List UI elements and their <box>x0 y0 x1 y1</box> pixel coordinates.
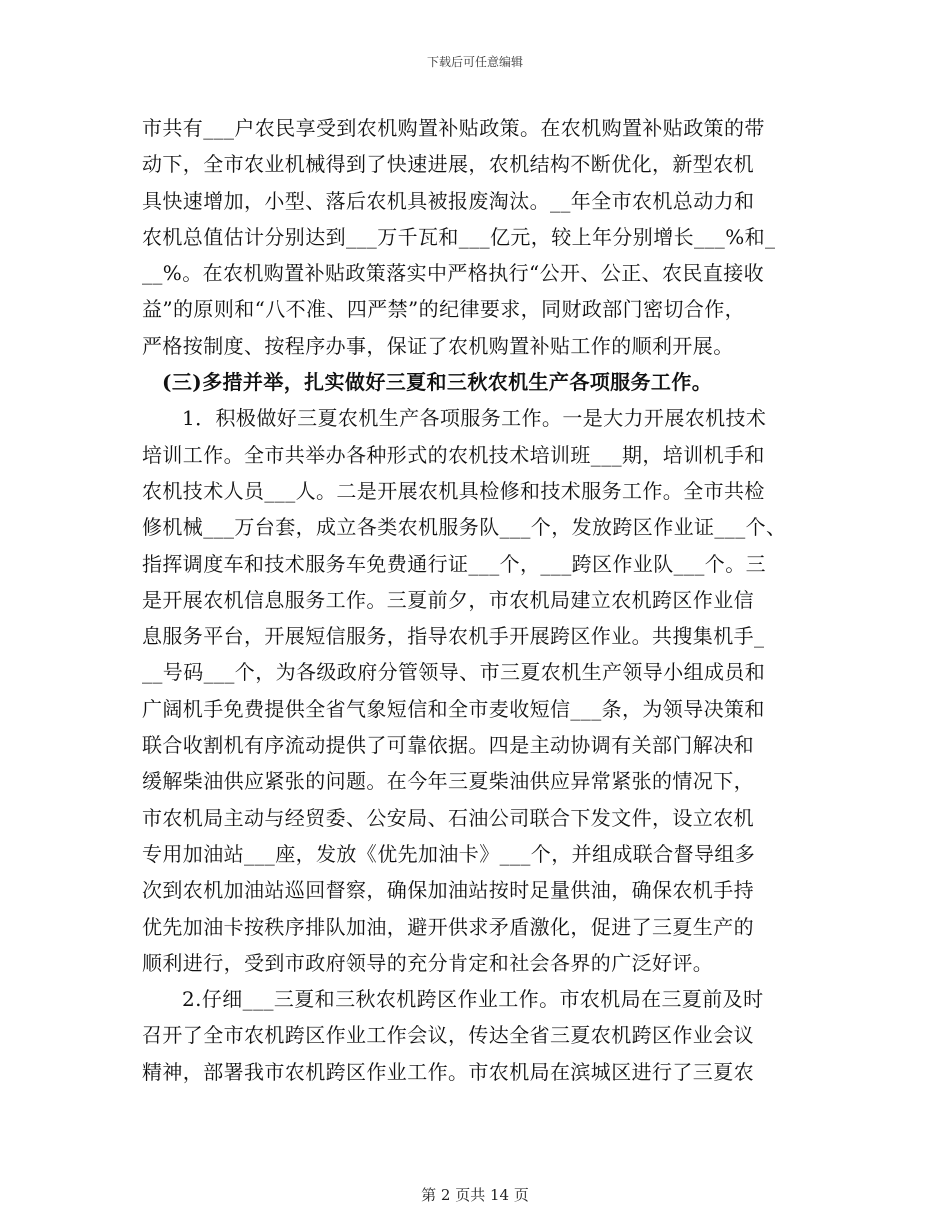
body-text-line: 修机械___万台套，成立各类农机服务队___个，发放跨区作业证___个、 <box>142 515 787 540</box>
body-text-line: 是开展农机信息服务工作。三夏前夕，市农机局建立农机跨区作业信 <box>142 587 754 612</box>
body-text-line: 召开了全市农机跨区作业工作会议，传达全省三夏农机跨区作业会议 <box>142 1023 754 1048</box>
body-text-line: 次到农机加油站巡回督察，确保加油站按时足量供油，确保农机手持 <box>142 878 754 903</box>
body-text-line: __号码___个，为各级政府分管领导、市三夏农机生产领导小组成员和 <box>142 660 766 685</box>
body-text-line: 市共有___户农民享受到农机购置补贴政策。在农机购置补贴政策的带 <box>142 116 765 140</box>
page-header: 下载后可任意编辑 <box>426 55 523 69</box>
page-number: 第 2 页共 14 页 <box>421 1186 529 1204</box>
body-text-line: 广阔机手免费提供全省气象短信和全市麦收短信___条，为领导决策和 <box>142 696 765 721</box>
body-text-line: 农机总值估计分别达到___万千瓦和___亿元，较上年分别增长___%和_ <box>142 224 776 249</box>
body-text-line: 息服务平台，开展短信服务，指导农机手开展跨区作业。共搜集机手_ <box>142 624 765 649</box>
body-text-line: 指挥调度车和技术服务车免费通行证___个，___跨区作业队___个。三 <box>142 551 766 576</box>
body-text-line: 专用加油站___座，发放《优先加油卡》___个，并组成联合督导组多 <box>142 841 756 866</box>
body-text-line: 1．积极做好三夏农机生产各项服务工作。一是大力开展农机技术 <box>182 406 767 431</box>
body-text-line: 缓解柴油供应紧张的问题。在今年三夏柴油供应异常紧张的情况下， <box>142 769 754 794</box>
section-heading: (三)多措并举，扎实做好三夏和三秋农机生产各项服务工作。 <box>162 370 713 395</box>
body-text-line: 具快速增加，小型、落后农机具被报废淘汰。__年全市农机总动力和 <box>142 188 755 213</box>
document-body <box>142 110 814 1090</box>
body-text-line: 益”的原则和“八不准、四严禁”的纪律要求，同财政部门密切合作， <box>142 297 746 322</box>
body-text-line: 顺利进行，受到市政府领导的充分肯定和社会各界的广泛好评。 <box>142 950 714 975</box>
body-text-line: 动下，全市农业机械得到了快速进展，农机结构不断优化，新型农机 <box>142 152 754 177</box>
body-text-line: __%。在农机购置补贴政策落实中严格执行“公开、公正、农民直接收 <box>142 261 765 286</box>
body-text-line: 优先加油卡按秩序排队加油，避开供求矛盾激化，促进了三夏生产的 <box>142 914 754 939</box>
body-text-line: 培训工作。全市共举办各种形式的农机技术培训班___期，培训机手和 <box>142 442 765 467</box>
body-text-line: 2.仔细___三夏和三秋农机跨区作业工作。市农机局在三夏前及时 <box>182 987 764 1012</box>
body-text-line: 精神，部署我市农机跨区作业工作。市农机局在滨城区进行了三夏农 <box>142 1059 754 1084</box>
body-text-line: 联合收割机有序流动提供了可靠依据。四是主动协调有关部门解决和 <box>142 733 754 758</box>
body-text-line: 农机技术人员___人。二是开展农机具检修和技术服务工作。全市共检 <box>142 478 765 503</box>
body-text-line: 严格按制度、按程序办事，保证了农机购置补贴工作的顺利开展。 <box>142 333 734 358</box>
body-text-line: 市农机局主动与经贸委、公安局、石油公司联合下发文件，设立农机 <box>142 805 754 830</box>
